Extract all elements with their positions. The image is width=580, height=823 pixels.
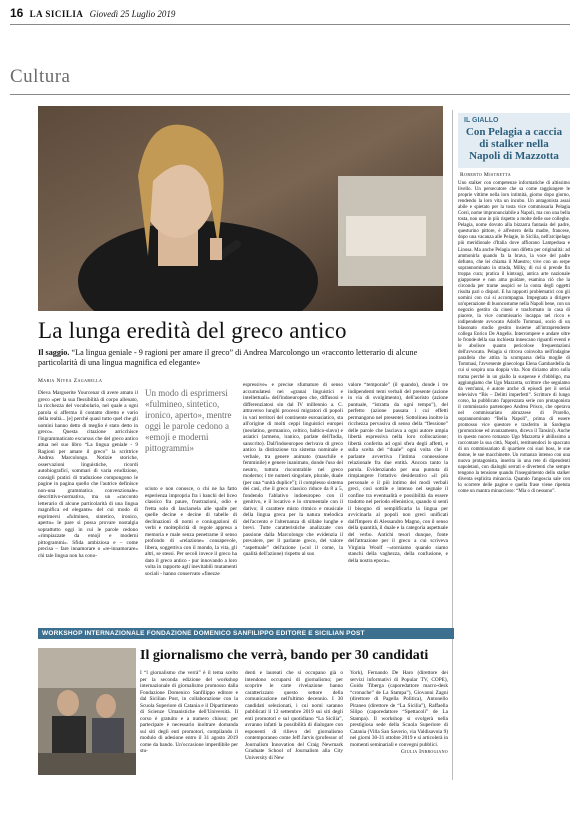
page-header (10, 6, 570, 22)
sidebar-story (458, 113, 570, 773)
issue-date: Giovedì 25 Luglio 2019 (89, 9, 176, 19)
workshop-column-3: York), Fernando De Haro (direttore dei servizi informativi di Popular TV, COPE), Guido Tiberga (caporedattore macro-desk “cronache” de La Stampa”), Giovanni Zagni (direttore di Pagella Politica), Antonello Piraneo (direttore de “La Sicilia”), Raffaella Silipo (caporedattore “Spettacoli” de La Stampa). Il workshop si svolgerà nella prestigiosa sede della Scuola Superiore di Catania (Villa San Saverio, via Valdisavoia 9) nei giorni 30-31 ottobre 2019 e si articolerà in momenti seminariali e convegni pubblici. (350, 670, 448, 748)
workshop-author: Giulia Inbrogiano (400, 749, 448, 755)
page-number: 16 (10, 6, 24, 20)
section-rule (10, 94, 570, 95)
sidebar-body: Uno stalker con competenze informatiche di altissimo livello. Un persecutore che sa come raggiungere le proprie vittime nella loro intimità, giorno dopo giorno, rendendo la loro vita un incubo. Un antagonista assai abile e spietato per la tosta vice commissaria Pelagia Corsi, nome impronunciabile a Napoli, ma con una bella tosta, non uno in più rispetto a molte delle sue colleghe. Pelagia, nome dovuto alla bizzarra fantasia del padre, questurino pittore, è all'estero della madre, francese, dopo una vacanza alle Pelagie, in Sicilia, nell'arcipelago più meridionale d'Italia dove affiorano Lampedusa e Linosa. Ma anche Pelagia non difetta per originalità: ad ammonirla quando fa la brava, la voce del padre defunto, che lei chiama il Maestro; vive con un serpe soprannominato in strada, Milky, di cui si prende fin troppa cura; pratica il kintsugi, antica arte nazionale giapponese e non ama guidare, esamina ciò che la circonda per trarne auspici se la conta degli oggetti risulta pari o dispari. E ha rapporti problematici con gli uomini con cui si accompagna. Impegnata a dirigere un'operazione di buoncostume nella Napoli bene, con un negozio gestito da cinesi e trasformato in casa di piacere, la vice commissario incappa nel ricco e indipendente avvocato Adolfo Tommasi, socio di un blasonato studio gestito insieme all'intraprendente collega Enrico De Angelis. Interrompere e andare oltre le fronde della sua inchiesta innescano riguardi eventi e le abolisce quanto pericolose frequentazioni dell'avvocato. Pelagia si ritrova coinvolta nell'indagine parallela che attira la scomparsa della moglie di Tommasi, l'avvenente ginecologa Elena Gambardella da cui si sospira una doppia vita. Non diciamo altro sulla trama perché in un giallo la suspense è d'obbligo, ma aggiungiamo che Ugo Mazzotta, scrittore che seguiamo da vent'anni, è autore anche di episodi per il serial televisivo “Bis – Delitti imperfetti”. Scrittore di lungo corso, ha pubblicato l'apprezzata serie con protagonista il commissario partenopeo Andrea Prisco, che operava nel commissariato abruzzese di Prarello, soprannominato “Bella Napoli”, prima di essere promosso vice questore e trasferito in Sardegna (promozione ed avanzamento, diceva il Tansini). Anche in questo nuovo romanzo Ugo Mazzotta è abilissimo a raccontare la sua città, Napoli, restituendoci lo spaccato di un commissariato di quartiere coi suoi boss, le sue donne, le sue macchinette. Un romanzo intenso con una nuova protagonista, inserita in una rete di dipendenti napoletani, con dialoghi serrati e divertenti che sempre tengono la tensione quando l'inseguimento dello stalker diventa esplicita minaccia. Quando l'angoscia sale con lo scorrere delle pagine e quella frase viene ripetuta come un mantra minaccioso: “Mia o di nessuno”. (458, 181, 570, 495)
main-headline: La lunga eredità del greco antico (38, 318, 347, 343)
header-rule (10, 24, 570, 25)
sidebar-kicker: IL GIALLO (464, 117, 499, 124)
workshop-column-1: I “l giornalismo che verrà” è il tema scelto per la seconda edizione del workshop internazionale di giornalismo promosso dalla Fondazione Domenico Sanfilippo editore e dal Sicilian Post, in collaborazione con la Scuola Superiore di Catania e il Dipartimento di Scienze Umanistiche dell'Università. Il corso è gratuito e a numero chiuso; per partecipare è necessario inoltrare domanda sui siti degli enti promotori, compilando il modulo di adesione entro il 31 agosto 2019 come da bando. Un'occasione imperdibile per stu- (140, 670, 238, 754)
deck-text: “La lingua geniale - 9 ragioni per amare il greco” di Andrea Marcolongo un «racconto letterario di alcune particolarità di una lingua magnifica ed elegante» (38, 348, 418, 367)
main-byline: Maria Nivea Zagarella (38, 378, 103, 384)
main-column-2: sciuto e non conosce, o chi ne ha fatto esperienza impropria fra i banchi del liceo classico fra paure, frustrazioni, odio e fretta solo di lasciarsela alle spalle per quelle decine e decine di tabelle di declinazioni di nomi e coniugazioni di verbi e molteplicità di regole appresa a memoria e male senza penetrarne il senso profondo di «relazione» consapevole, libera, soggettiva con il mondo, la vita, gli altri, se stessi. Per secoli invece il greco ha dato il greco antico - pur innovando a loro volta in rapporto agli inevitabili mutamenti sociali - hanno conservato «finezze (145, 486, 237, 577)
sidebar-divider (452, 110, 453, 780)
workshop-band: WORKSHOP INTERNAZIONALE FONDAZIONE DOMENICO SANFILIPPO EDITORE E SICILIAN POST (38, 628, 454, 639)
pull-quote: Un modo di esprimersi «fulmineo, sintetico, ironico, aperto», mentre oggi le parole cedono a «emoji e moderni pittogrammi» (145, 388, 232, 453)
main-column-4: valore “temporale” (il quando), donde i tre indipendenti temi verbali del presente (azione in via di svolgimento), dell'aoristo (azione puntuale, “istratta da ogni tempo”), del perfetto (azione passata i cui effetti permangono nel presente). Sottolinea inoltre la ricchezza pervasiva di senso della “flessione” delle parole che lasciava a ogni autore ampia libertà espressiva nella loro collocazione; libertà conferita ad ogni sfera degli affetti, e sulla scelta del “duale” ogni volta che il parlante avvertiva l'intima connessione relazionale fra due entità. Ancora tanto la parola. Evidenziando per una puntuta di rimpiangere l'ottativo desiderativo «il più personale e il più intimo dei modi verbali greci, così sottile e intenso nel segnale il confine tra eventualità e possibilità da essere tradotto nel periodo ellenistico, quando si sentì il bisogno di semplificarla la lingua per avvicinarla ai popoli non greci unificati dall'Impero di Alessandro Magno, con il senso della quantità, il duale e la categoria aspettuale del verbo. Antichi tesori dunque, fonte dell'attrazione per il greco a cui scriveva Virginia Woolf –«torniamo quando siamo stanchi della vaghezza, della confusione, e della nostra epoca». (348, 382, 448, 564)
main-column-3: espressive» e precise sfumature di senso accumulatesi nei «granai linguistici e intellettuali» dell'indoeuropeo che, diffusosi e differenziatosi sin dal IV millennio a. C. attraverso lunghi processi migratori di popoli in vari territori del continente euroasiatico, sta all'origine di molti ceppi linguistici europei (neolatino, germanico, celtico, baltico-slavo) e asiatici (armeno, iranico, parlate dell'India, sanscrito). Dall'indoeuropeo derivava di greco antico la distinzione tra sistema nominale e verbale, tra genere animato (maschile e femminile) e genere inanimato, donde l'uso del neutro, tuttora riscontrabile nel greco moderno; i tre numeri singolare, plurale, duale (per una “unità duplice”); il complesso sistema dei casi, che il greco classico riduce da 8 a 5, fondendo l'ablativo indoeuropeo con il genitivo, e il locativo e lo strumentale con il dativo; il carattere misto ritmico e musicale della lingua greca per la natura melodica dell'accento e l'alternanza di sillabe lunghe e brevi. Tutte caratteristiche analizzate con passione dalla Marcolongo che evidenzia il prevalere, per il parlante greco, del valore “aspettuale” dell'azione («col il come, la qualità dell'azione) rispetto al suo (243, 382, 343, 557)
workshop-column-2: denti e laureati che si occupano già o intendono occuparsi di giornalismo; per scoprire le carte rivelazione hanno caratterizzato questo settore della comunicazione nell'ultimo decennio. I 30 candidati selezionati, i cui nomi saranno pubblicati il 12 settembre 2019 sui siti degli enti promotori e sul quotidiano “La Sicilia”, avranno infatti la possibilità di dialogare con esponenti di rilievo del giornalismo contemporaneo come Jeff Jarvis (professor of Journalism Innovation del Craig Newmark Graduate School of Journalism alla City University di New (245, 670, 343, 761)
author-photo (38, 106, 443, 311)
sidebar-header (458, 113, 570, 168)
section-title: Cultura (10, 66, 71, 87)
main-column-1: Dieva Marguerite Yourcenar di avere amato il greco «per la sua flessibilità di corpo allenato, la ricchezza del vocabolario, nel quale a ogni parola si afferma il contatto diretto e vario della realtà... [e] perché quasi tutto quel che gli uomini hanno detto di meglio è stato detto in greco». Questa citazione arricchisce l'ingrammaticato excursus che del greco antico attua nel suo libro “La lingua geniale - 9 Ragioni per amare il greco” la scrittrice Andrea Marcolongo. Notizie storiche, osservazioni linguistiche, ricordi autobiografici, sommari di varia erudizione, consigli pratici di traduzione compongono le pagine in pagina quello che l'autrice definisce non-una grammatica convenzionale» descrittivo-normativa, ma un «racconto letterario di alcune particolarità di una lingua magnifica ed elegante» del cui modo di esprimersi «fulmineo, sintetico, ironico, aperto» le pare si possa provare nostalgia soprattutto oggi in cui le parole cedono «rimpiazzate da emoji e moderni pittogrammi». Sfida ambiziosa e – come precisa – fare innamorare o «re-innamorare» chi tale lingua non ha cono- (38, 390, 138, 559)
workshop-headline: Il giornalismo che verrà, bando per 30 candidati (140, 648, 429, 663)
main-deck (38, 348, 448, 368)
workshop-column-3-wrap (350, 670, 448, 782)
publication-name: LA SICILIA (29, 9, 84, 19)
workshop-photo (38, 648, 136, 775)
sidebar-author: Roberto Mistretta (460, 172, 511, 178)
deck-kicker: Il saggio. (38, 348, 70, 357)
sidebar-title: Con Pelagia a caccia di stalker nella Napoli di Mazzotta (465, 126, 563, 162)
